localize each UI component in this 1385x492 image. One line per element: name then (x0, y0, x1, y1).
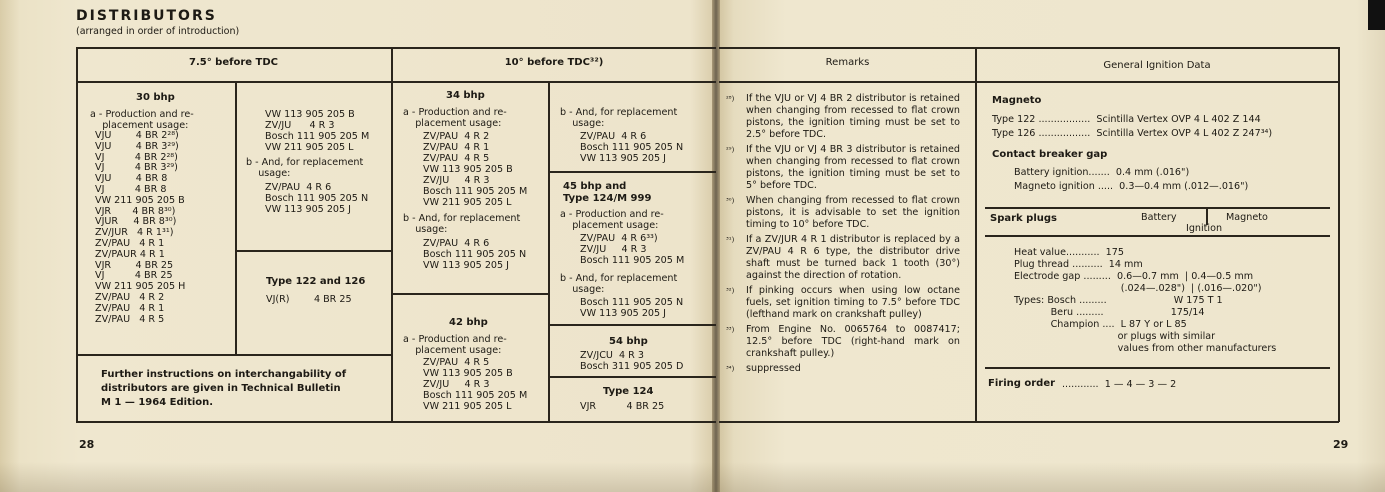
col4-b-list: ZV/PAU 4 R 6 Bosch 111 905 205 N VW 113 905 205 J (580, 131, 684, 164)
spark-plug-rows: Heat value........... 175 Plug thread .......... 14 mm Electrode gap ......... 0.6—0.7 mm | 0.4—0.5 mm (.024—.028") | (.016—.020") Types: Bosch ......... W 175 T 1 Beru ......... 175/14 Champion .... L 87 Y or L 85 or plugs with similar values from other manufacturers (1014, 247, 1277, 354)
spark-magneto-label: Magneto (1226, 212, 1268, 223)
hp30-intro: a - Production and re- placement usage: (90, 109, 194, 131)
hp34-list: ZV/PAU 4 R 2 ZV/PAU 4 R 1 ZV/PAU 4 R 5 VW 113 905 205 B ZV/JU 4 R 3 Bosch 111 905 205 M VW 211 905 205 L (423, 131, 528, 208)
table-divider-col4 (548, 81, 550, 421)
hp34-intro: a - Production and re- placement usage: (403, 107, 507, 129)
header-general-ignition-data: General Ignition Data (1103, 60, 1211, 71)
col2-b-intro: b - And, for replacement usage: (246, 157, 364, 179)
col4-54bhp-border (549, 324, 716, 326)
contact-breaker-rows: Battery ignition....... 0.4 mm (.016") Magneto ignition ..... 0.3—0.4 mm (.012—.016") (1014, 167, 1249, 192)
page-number-right: 29 (1333, 438, 1349, 451)
book-spine (712, 0, 720, 492)
firing-order-heading: Firing order (988, 378, 1056, 389)
col2-type-border (236, 250, 392, 252)
page-bottom-shadow (0, 462, 1385, 492)
remark-28: ²⁸) If the VJU or VJ 4 BR 2 distributor is retained when changing from recessed to flat crown pistons, the ignition timing must be set to 2.5° before TDC. (726, 93, 960, 140)
table-left-border (76, 47, 78, 422)
hp45-heading: 45 bhp and Type 124/M 999 (563, 181, 652, 204)
hp45-intro: a - Production and re- placement usage: (560, 209, 664, 231)
remark-30: ³⁰) When changing from recessed to flat crown pistons, it is advisable to set the ignition timing to 10° before TDC. (726, 195, 960, 230)
header-7-5-before-tdc: 7.5° before TDC (188, 57, 278, 68)
hp42-intro: a - Production and re- placement usage: (403, 334, 507, 356)
table-header-border (76, 81, 716, 83)
firing-top-border (985, 367, 1330, 369)
spark-header-border (985, 235, 1330, 237)
col2-b-list: ZV/PAU 4 R 6 Bosch 111 905 205 N VW 113 905 205 J (265, 182, 369, 215)
spark-plugs-heading: Spark plugs (990, 213, 1057, 224)
hp42-heading: 42 bhp (449, 317, 488, 328)
type124-heading: Type 124 (603, 386, 654, 397)
remark-32: ³²) If pinking occurs when using low octane fuels, set ignition timing to 7.5° before TDC (lefthand mark on crankshaft pulley) (726, 285, 960, 320)
type122-126-row: VJ(R) 4 BR 25 (266, 294, 352, 305)
spark-ignition-label: Ignition (1186, 223, 1223, 234)
hp30-list: VJU 4 BR 2²⁸) VJU 4 BR 3²⁹) VJ 4 BR 2²⁸) VJ 4 BR 3²⁹) VJU 4 BR 8 VJ 4 BR 8 VW 211 905 205 B VJR 4 BR 8³⁰) VJUR 4 BR 8³⁰) ZV/JUR 4 R 1³¹) ZV/PAU 4 R 1 ZV/PAUR 4 R 1 VJR 4 BR 25 VJ 4 BR 25 VW 211 905 205 H ZV/PAU 4 R 2 ZV/PAU 4 R 1 ZV/PAU 4 R 5 (95, 130, 186, 325)
table-divider-main (391, 47, 393, 422)
hp54-heading: 54 bhp (609, 336, 648, 347)
hp34-b-list: ZV/PAU 4 R 6 Bosch 111 905 205 N VW 113 905 205 J (423, 238, 527, 271)
remarks-list (726, 93, 960, 378)
hp45-b-list: Bosch 111 905 205 N VW 113 905 205 J (580, 297, 684, 319)
page-title: DISTRIBUTORS (76, 8, 217, 24)
right-table-header-border (719, 81, 1339, 83)
remark-31: ³¹) If a ZV/JUR 4 R 1 distributor is replaced by a ZV/PAU 4 R 6 type, the distributor drive shaft must be turned back 1 tooth (30°) against the direction of rotation. (726, 234, 960, 281)
hp30-heading: 30 bhp (136, 92, 175, 103)
spark-battery-label: Battery (1141, 212, 1177, 223)
col2-list: VW 113 905 205 B ZV/JU 4 R 3 Bosch 111 905 205 M VW 211 905 205 L (265, 109, 370, 153)
hp45-b-intro: b - And, for replacement usage: (560, 273, 678, 295)
remark-29: ²⁹) If the VJU or VJ 4 BR 3 distributor is retained when changing from recessed to flat crown pistons, the ignition timing must be set to 5° before TDC. (726, 144, 960, 191)
hp45-list: ZV/PAU 4 R 6³³) ZV/JU 4 R 3 Bosch 111 905 205 M (580, 233, 685, 266)
header-10-before-tdc: 10° before TDC³²) (504, 57, 604, 68)
hp34-heading: 34 bhp (446, 90, 485, 101)
table-top-border (76, 47, 716, 49)
hp54-list: ZV/JCU 4 R 3 Bosch 311 905 205 D (580, 350, 684, 372)
magneto-rows: Type 122 ................. Scintilla Vertex OVP 4 L 402 Z 144 Type 126 ................. Scintilla Vertex OVP 4 L 402 Z 247³⁴) (992, 114, 1273, 139)
firing-order-value: ............ 1 — 4 — 3 — 2 (1062, 379, 1177, 390)
table-divider-col2 (235, 81, 237, 354)
table-bottom-border (76, 421, 716, 423)
table-further-border (76, 354, 392, 356)
col3-42bhp-border (392, 293, 549, 295)
type122-126-heading: Type 122 and 126 (266, 276, 366, 287)
page-subtitle: (arranged in order of introduction) (76, 26, 240, 37)
hp34-b-intro: b - And, for replacement usage: (403, 213, 521, 235)
right-table-right-border (1338, 47, 1340, 422)
magneto-heading: Magneto (992, 95, 1042, 106)
right-table-divider (975, 47, 977, 422)
col4-type124-border (549, 376, 716, 378)
spark-top-border (985, 207, 1330, 209)
contact-breaker-heading: Contact breaker gap (992, 149, 1108, 160)
col4-b-intro: b - And, for replacement usage: (560, 107, 678, 129)
hp42-list: ZV/PAU 4 R 5 VW 113 905 205 B ZV/JU 4 R 3 Bosch 111 905 205 M VW 211 905 205 L (423, 357, 528, 412)
page-tab-marker (1368, 0, 1385, 30)
header-remarks: Remarks (825, 57, 870, 68)
right-table-top-border (719, 47, 1339, 49)
further-instructions: Further instructions on interchangability of distributors are given in Technical Bulletin M 1 — 1964 Edition. (101, 369, 347, 408)
type124-row: VJR 4 BR 25 (580, 401, 665, 412)
col4-45bhp-border (549, 171, 716, 173)
remark-33: ³³) From Engine No. 0065764 to 0087417; 12.5° before TDC (right-hand mark on crankshaft pulley.) (726, 324, 960, 359)
page-number-left: 28 (79, 438, 95, 451)
right-table-bottom-border (719, 421, 1339, 423)
remark-34: ³⁴) suppressed (726, 363, 801, 374)
